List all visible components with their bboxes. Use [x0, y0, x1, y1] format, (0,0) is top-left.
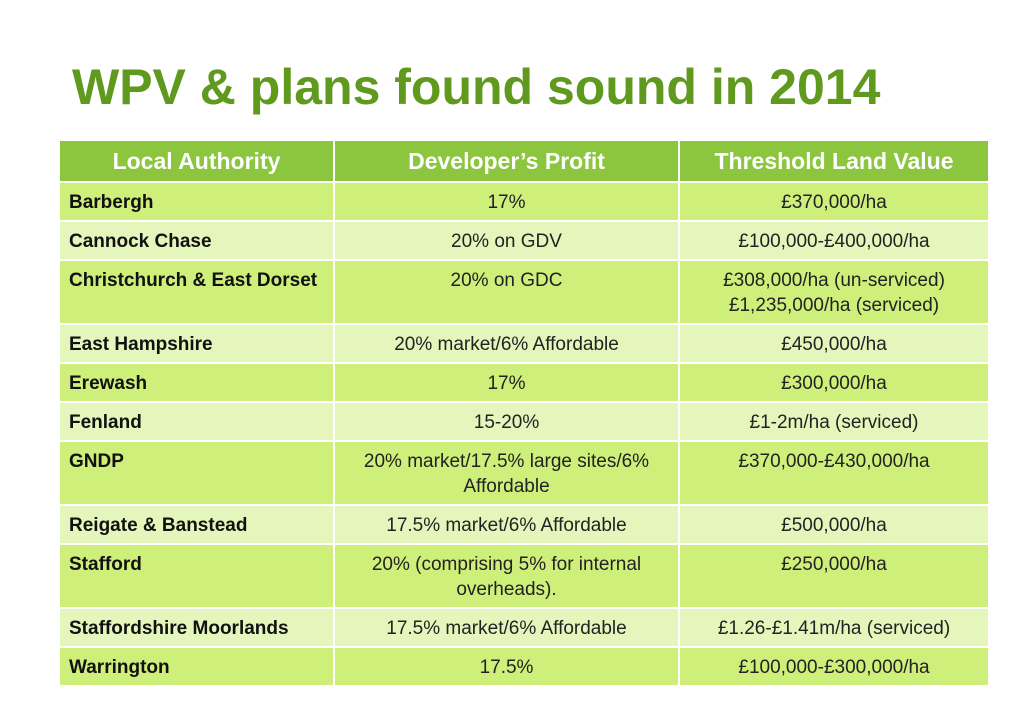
local-authority-cell: Stafford [59, 544, 334, 608]
local-authority-cell: Reigate & Banstead [59, 505, 334, 544]
developers-profit-cell: 20% market/17.5% large sites/6% Affordable [334, 441, 679, 505]
table-row [59, 441, 989, 505]
local-authority-cell: Staffordshire Moorlands [59, 608, 334, 647]
local-authority-cell: East Hampshire [59, 324, 334, 363]
developers-profit-cell: 17% [334, 363, 679, 402]
header-threshold-land-value: Threshold Land Value [679, 140, 989, 182]
header-local-authority: Local Authority [59, 140, 334, 182]
local-authority-cell: Fenland [59, 402, 334, 441]
threshold-land-value-cell: £300,000/ha [679, 363, 989, 402]
table-row [59, 608, 989, 647]
threshold-land-value-cell: £100,000-£400,000/ha [679, 221, 989, 260]
threshold-land-value-cell: £1-2m/ha (serviced) [679, 402, 989, 441]
developers-profit-cell: 15-20% [334, 402, 679, 441]
page-title: WPV & plans found sound in 2014 [72, 59, 881, 115]
threshold-land-value-cell: £1.26-£1.41m/ha (serviced) [679, 608, 989, 647]
developers-profit-cell: 17.5% [334, 647, 679, 686]
local-authority-cell: Erewash [59, 363, 334, 402]
threshold-land-value-cell: £450,000/ha [679, 324, 989, 363]
local-authority-cell: GNDP [59, 441, 334, 505]
table-header-row [59, 140, 989, 182]
local-authority-cell: Warrington [59, 647, 334, 686]
developers-profit-cell: 17% [334, 182, 679, 221]
developers-profit-cell: 20% (comprising 5% for internal overheads). [334, 544, 679, 608]
table-row [59, 324, 989, 363]
table-row [59, 505, 989, 544]
threshold-land-value-cell: £308,000/ha (un-serviced) £1,235,000/ha (serviced) [679, 260, 989, 324]
land-value-table [58, 139, 990, 687]
threshold-land-value-cell: £370,000-£430,000/ha [679, 441, 989, 505]
threshold-land-value-cell: £370,000/ha [679, 182, 989, 221]
local-authority-cell: Christchurch & East Dorset [59, 260, 334, 324]
table-row [59, 544, 989, 608]
threshold-land-value-cell: £500,000/ha [679, 505, 989, 544]
local-authority-cell: Barbergh [59, 182, 334, 221]
header-developers-profit: Developer’s Profit [334, 140, 679, 182]
developers-profit-cell: 20% on GDV [334, 221, 679, 260]
threshold-land-value-cell: £100,000-£300,000/ha [679, 647, 989, 686]
table-row [59, 647, 989, 686]
local-authority-cell: Cannock Chase [59, 221, 334, 260]
table-row [59, 221, 989, 260]
table-row [59, 363, 989, 402]
developers-profit-cell: 20% on GDC [334, 260, 679, 324]
developers-profit-cell: 17.5% market/6% Affordable [334, 505, 679, 544]
table-row [59, 260, 989, 324]
table-row [59, 402, 989, 441]
developers-profit-cell: 17.5% market/6% Affordable [334, 608, 679, 647]
developers-profit-cell: 20% market/6% Affordable [334, 324, 679, 363]
table-row [59, 182, 989, 221]
threshold-land-value-cell: £250,000/ha [679, 544, 989, 608]
